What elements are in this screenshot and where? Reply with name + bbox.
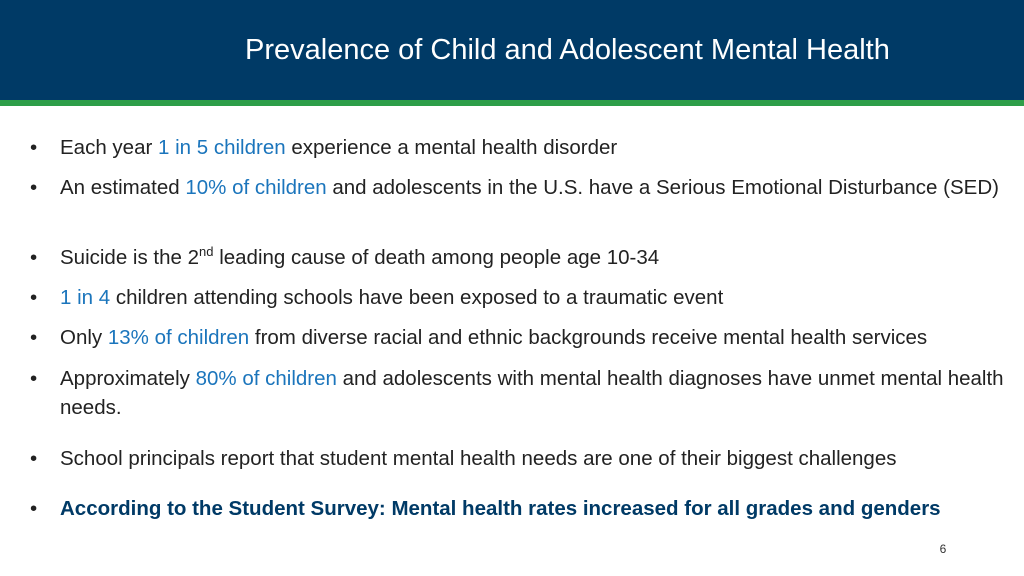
bullet-text: Each year: [60, 136, 158, 159]
bullet-marker: •: [30, 447, 38, 470]
page-number: 6: [939, 542, 947, 556]
bullet-text: Approximately: [60, 367, 196, 390]
header-accent-rule: [0, 100, 1024, 106]
bullet-text: leading cause of death among people age 10-34: [213, 246, 660, 269]
bullet-trauma: [30, 283, 1015, 312]
ordinal-superscript: nd: [199, 244, 214, 259]
bullet-text: from diverse racial and ethnic backgrounds receive mental health services: [249, 326, 928, 349]
bullet-text: and adolescents in the U.S. have a Serious Emotional Disturbance (SED): [326, 176, 999, 199]
bullet-marker: •: [30, 497, 38, 520]
bullet-unmet-needs: [30, 364, 1015, 422]
bullet-text: Only: [60, 326, 108, 349]
bullet-emphasis: According to the Student Survey: Mental health rates increased for all grades and genders: [60, 497, 941, 520]
slide-title: Prevalence of Child and Adolescent Mental Health: [245, 34, 890, 66]
bullet-marker: •: [30, 286, 38, 309]
bullet-highlight: 1 in 5 children: [158, 136, 286, 159]
bullet-highlight: 13% of children: [107, 326, 250, 349]
bullet-annual-prevalence: [30, 133, 1015, 162]
bullet-principals: [30, 444, 1015, 473]
bullet-marker: •: [30, 246, 38, 269]
bullet-marker: •: [30, 136, 38, 159]
bullet-marker: •: [30, 326, 38, 349]
bullet-text: An estimated: [60, 176, 186, 199]
bullet-student-survey: [30, 494, 1015, 523]
bullet-marker: •: [30, 176, 38, 199]
bullet-suicide: [30, 243, 1015, 272]
bullet-text: children attending schools have been exposed to a traumatic event: [110, 286, 724, 309]
bullet-text: and adolescents with mental health diagnoses have unmet mental health needs.: [60, 367, 1004, 419]
bullet-diverse-services: [30, 323, 1015, 352]
bullet-sed: [30, 173, 1015, 202]
bullet-highlight: 80% of children: [195, 367, 337, 390]
bullet-text: experience a mental health disorder: [285, 136, 618, 159]
bullet-marker: •: [30, 367, 38, 390]
bullet-highlight: 10% of children: [185, 176, 327, 199]
bullet-text: Suicide is the 2: [60, 246, 200, 269]
bullet-highlight: 1 in 4: [60, 286, 111, 309]
bullet-text: School principals report that student mental health needs are one of their biggest challenges: [60, 447, 897, 470]
